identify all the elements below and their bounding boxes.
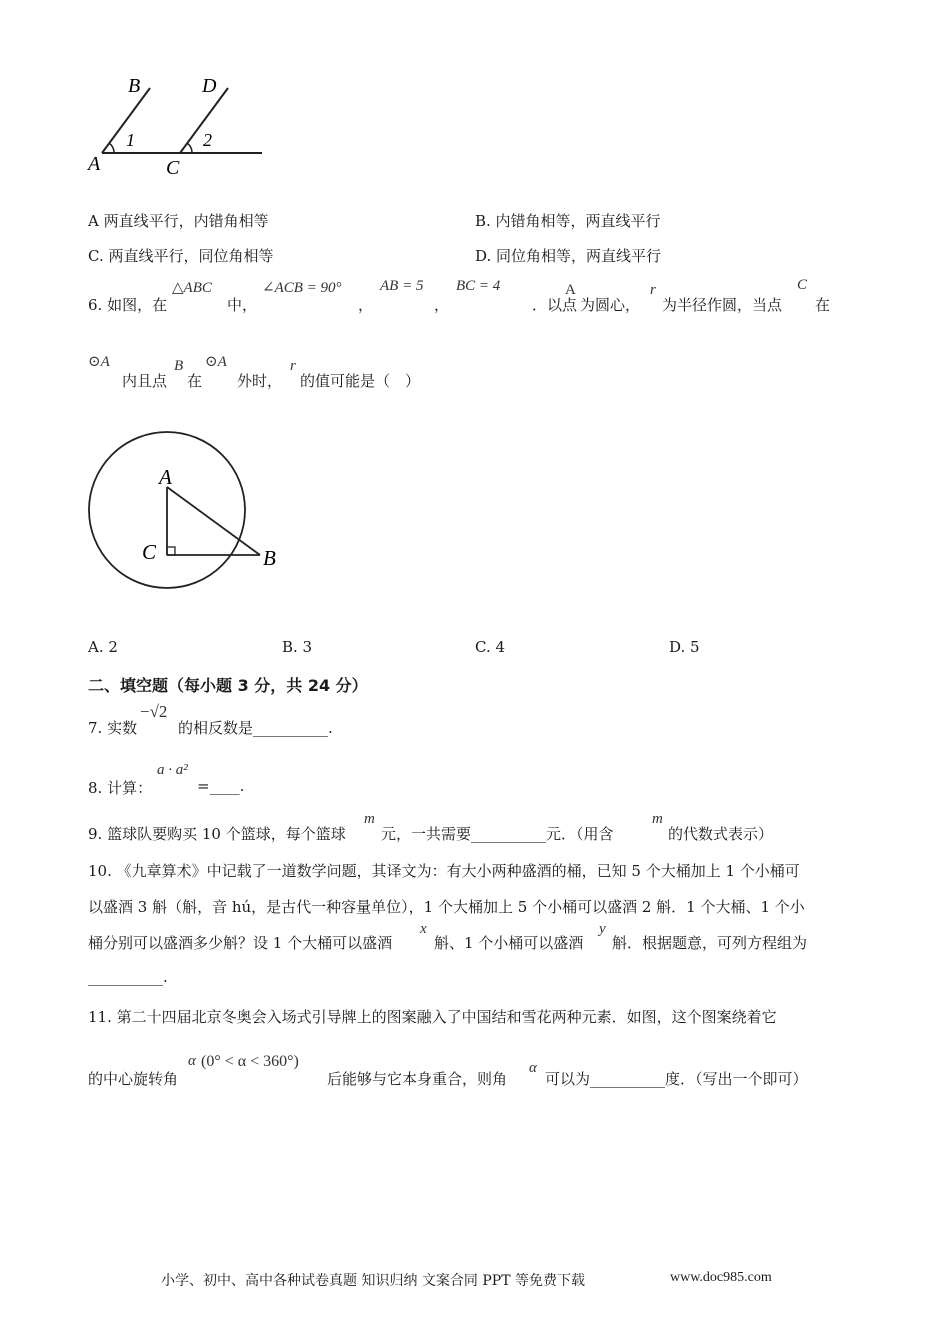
q7-after: 的相反数是__________. (178, 719, 333, 737)
q6-r2: r (290, 358, 296, 374)
q10-line2: 以盛酒 3 斛（斛，音 hú，是古代一种容量单位），1 个大桶加上 5 个小桶可以盛酒 2 斛．1 个大桶、1 个小 (88, 898, 805, 916)
q10-line1: 10. 《九章算术》中记载了一道数学问题，其译文为：有大小两种盛酒的桶，已知 5 个大桶加上 1 个小桶可 (88, 862, 800, 880)
label-B: B (128, 75, 141, 97)
q11-line2b: 后能够与它本身重合，则角 (327, 1070, 508, 1088)
angle-1-arc (109, 143, 114, 153)
q6-text6: 内且点 (122, 372, 168, 390)
label-2: 2 (203, 130, 212, 150)
label-C: C (166, 157, 180, 179)
q6-bc: BC = 4 (456, 278, 501, 294)
q10-line3c: 斛．根据题意，可列方程组为 (612, 934, 808, 952)
q10-line3a: 桶分别可以盛酒多少斛？设 1 个大桶可以盛酒 (88, 934, 393, 952)
q6-circle-a2: ⊙A (205, 354, 227, 370)
right-angle-mark (167, 547, 175, 555)
q10-y: y (599, 921, 606, 937)
label-B: B (263, 546, 276, 570)
q6-number: 6. 如图，在 (88, 296, 168, 314)
q6-angle: ∠ACB = 90° (262, 280, 342, 296)
label-C: C (142, 540, 157, 564)
q10-line3b: 斛、1 个小桶可以盛酒 (434, 934, 584, 952)
circle-triangle-figure (80, 420, 300, 600)
q6-text8: 外时， (237, 372, 283, 390)
q11-alpha: α (188, 1053, 196, 1069)
q6-text7: 在 (187, 372, 203, 390)
q6-text5: 在 (815, 296, 831, 314)
q6-text9: 的值可能是（ ） (300, 372, 421, 390)
label-A: A (88, 153, 101, 175)
angle-2-arc (187, 143, 192, 153)
q5-option-d[interactable]: D. 同位角相等，两直线平行 (475, 247, 662, 265)
q11-line2c: 可以为__________度．（写出一个即可） (545, 1070, 808, 1088)
q6-text3: 为圆心， (580, 296, 641, 314)
footer-text: 小学、初中、高中各种试卷真题 知识归纳 文案合同 PPT 等免费下载 (161, 1273, 585, 1289)
q6-text1: 中， (227, 296, 258, 314)
q7-expression: −√2 (140, 702, 168, 721)
footer-url[interactable]: www.doc985.com (670, 1270, 772, 1285)
q6-option-b[interactable]: B. 3 (282, 638, 313, 656)
label-D: D (202, 75, 217, 97)
q9-m2: m (652, 811, 663, 827)
label-1: 1 (126, 130, 135, 150)
q5-option-c[interactable]: C. 两直线平行，同位角相等 (88, 247, 274, 265)
q5-option-a[interactable]: A 两直线平行，内错角相等 (88, 212, 269, 230)
q6-point-a: A (565, 282, 576, 298)
q9-m1: m (364, 811, 375, 827)
q9-before: 9. 篮球队要购买 10 个篮球，每个篮球 (88, 825, 346, 843)
q8-expression: a · a² (157, 762, 188, 778)
section-heading: 二、填空题（每小题 3 分，共 24 分） (88, 676, 368, 695)
q6-text4: 为半径作圆，当点 (662, 296, 783, 314)
q11-alpha2: α (529, 1060, 537, 1076)
q10-line4: __________. (88, 968, 168, 986)
q5-option-b[interactable]: B. 内错角相等，两直线平行 (475, 212, 661, 230)
q7-before: 7. 实数 (88, 719, 138, 737)
q9-mid: 元，一共需要__________元．（用含 (381, 825, 614, 843)
q6-triangle: △ABC (172, 280, 212, 296)
side-ab (167, 487, 260, 555)
q6-point-b: B (174, 358, 184, 374)
q11-range: (0° < α < 360°) (201, 1053, 299, 1070)
q6-r: r (650, 282, 656, 298)
q6-option-c[interactable]: C. 4 (475, 638, 506, 656)
q6-ab: AB = 5 (380, 278, 424, 294)
q6-comma1: ， (358, 296, 374, 314)
q6-option-d[interactable]: D. 5 (669, 638, 700, 656)
q9-after: 的代数式表示） (668, 825, 774, 843)
q8-after: =____. (197, 777, 245, 795)
q11-line1: 11. 第二十四届北京冬奥会入场式引导牌上的图案融入了中国结和雪花两种元素．如图，这个图案绕着它 (88, 1008, 777, 1026)
q6-comma2: ， (434, 296, 450, 314)
q10-x: x (420, 921, 427, 937)
q6-circle-a1: ⊙A (88, 354, 110, 370)
q6-option-a[interactable]: A. 2 (88, 638, 118, 656)
label-A: A (159, 465, 172, 489)
q6-text2: ．以点 (532, 296, 578, 314)
q8-before: 8. 计算： (88, 779, 153, 797)
q11-line2a: 的中心旋转角 (88, 1070, 179, 1088)
parallel-lines-figure (80, 70, 280, 185)
q6-point-c: C (797, 277, 808, 293)
